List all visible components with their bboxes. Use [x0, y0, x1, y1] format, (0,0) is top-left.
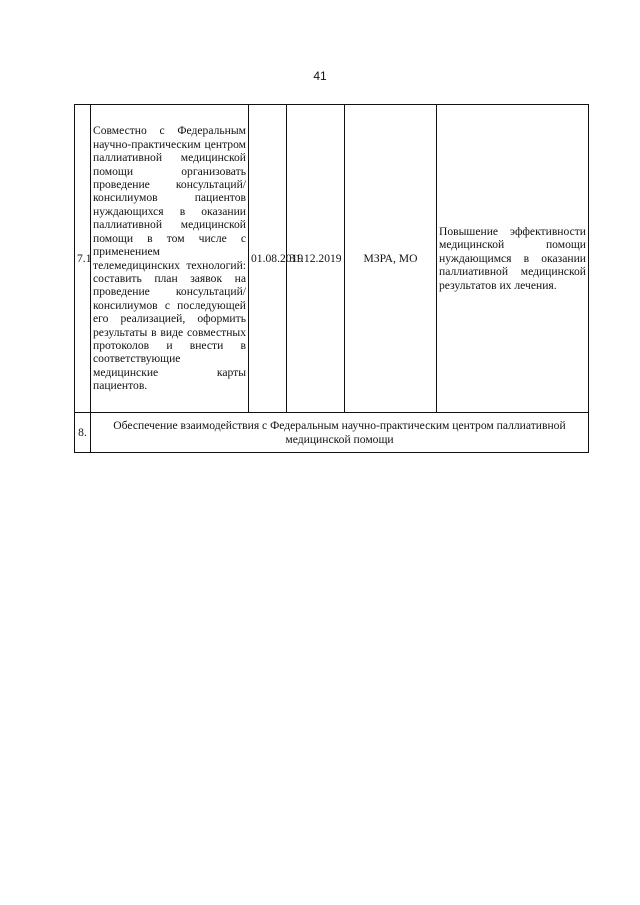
task-description: Совместно с Федеральным научно-практическим центром паллиативной медицинской помощи организовать проведение консультаций/консилиумов пациентов нуждающихся в оказании паллиативной медицинской помощи в том числе с применением телемедицинских технологий: составить план заявок на проведение консультаций/консилиумов с последующей его реализацией, оформить результаты в виде совместных протоколов и внести в соответствующие медицинские карты пациентов.: [91, 105, 249, 413]
start-date: 01.08.2019: [249, 105, 287, 413]
executor: МЗРА, МО: [345, 105, 437, 413]
table-row: [75, 105, 589, 413]
plan-table: [74, 104, 589, 453]
end-date: 31.12.2019: [287, 105, 345, 413]
section-number: 8.: [75, 413, 91, 453]
page-number: 41: [313, 69, 327, 83]
expected-result: Повышение эффективности медицинской помощи нуждающимся в оказании паллиативной медицинской результатов их лечения.: [437, 105, 589, 413]
row-number: 7.1: [75, 105, 91, 413]
section-row: [75, 413, 589, 453]
section-title: Обеспечение взаимодействия с Федеральным научно-практическим центром паллиативной медицинской помощи: [91, 413, 589, 453]
